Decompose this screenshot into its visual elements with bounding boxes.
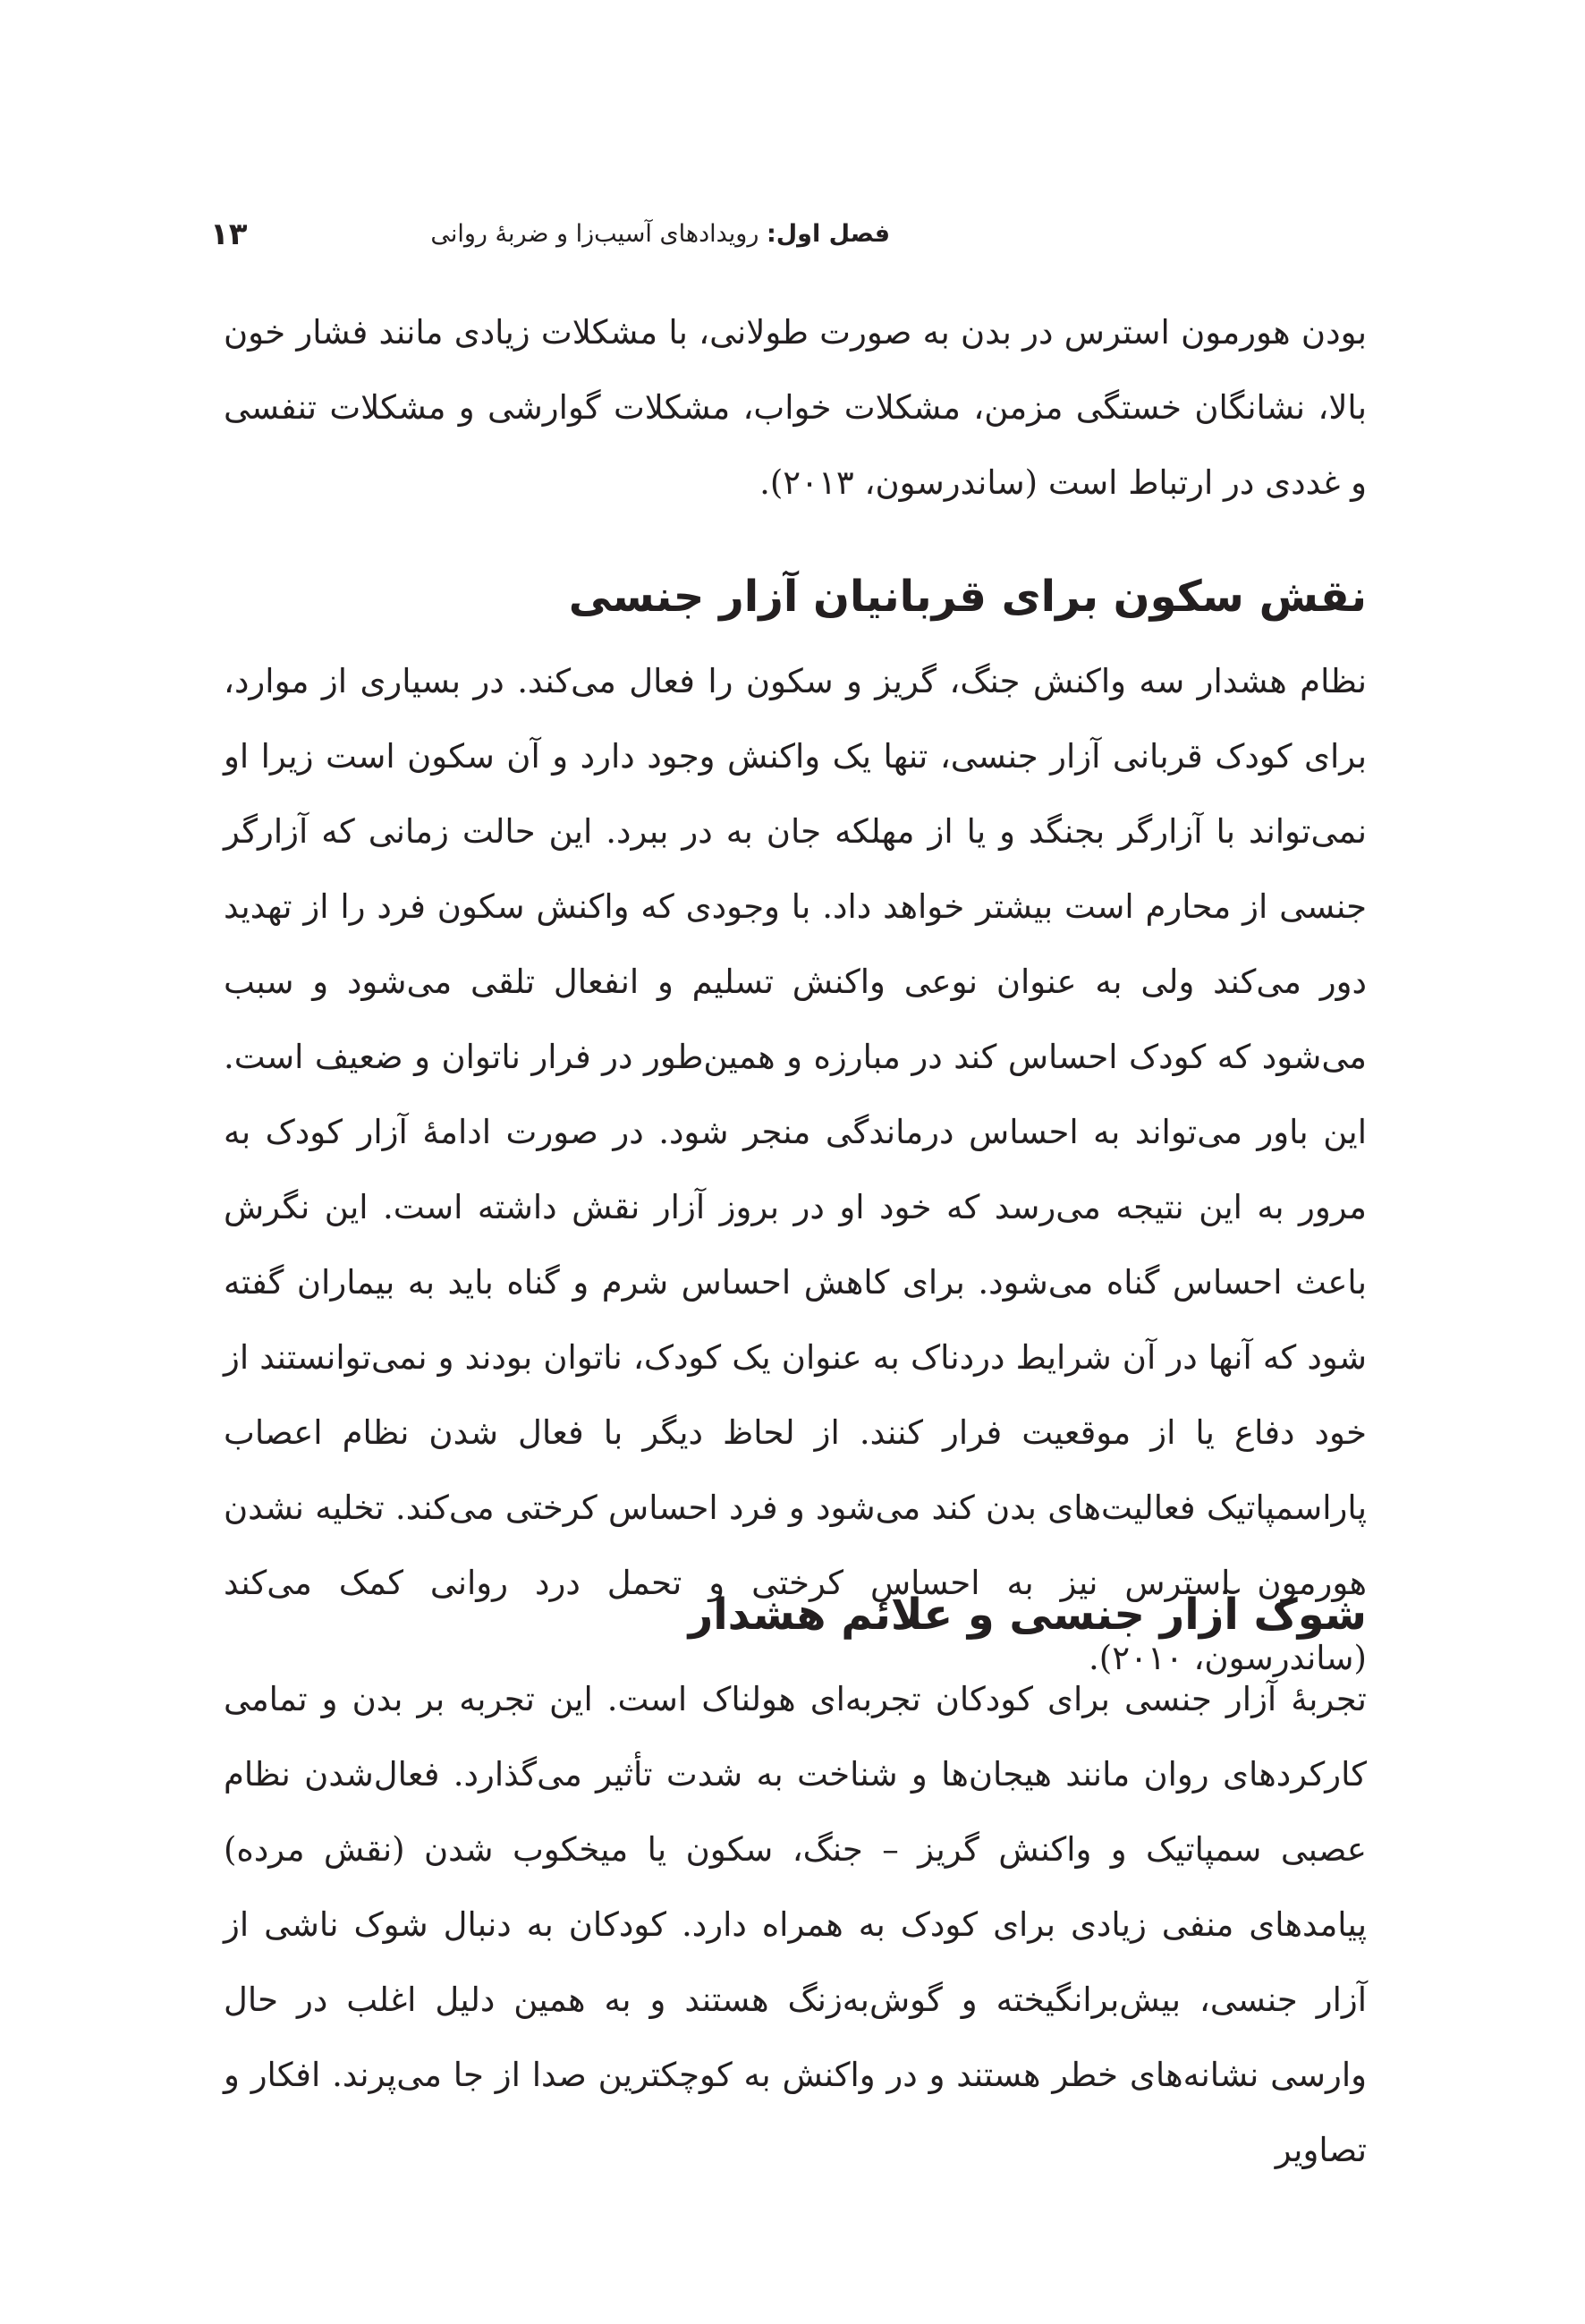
paragraph-2-block	[224, 1662, 1367, 2188]
intro-paragraph: بودن هورمون استرس در بدن به صورت طولانی، با مشکلات زیادی مانند فشار خون بالا، نشانگان خستگی مزمن، مشکلات خواب، مشکلات گوارشی و مشکلات تنفسی و غددی در ارتباط است (ساندرسون، ۲۰۱۳).	[224, 313, 1367, 502]
paragraph-1: نظام هشدار سه واکنش جنگ، گریز و سکون را فعال می‌کند. در بسیاری از موارد، برای کودک قربانی آزار جنسی، تنها یک واکنش وجود دارد و آن سکون است زیرا او نمی‌تواند با آزارگر بجنگد و یا از مهلکه جان به در ببرد. این حالت زمانی که آزارگر جنسی از محارم است بیشتر خواهد داد. با وجودی که واکنش سکون فرد را از تهدید دور می‌کند ولی به عنوان نوعی واکنش تسلیم و انفعال تلقی می‌شود و سبب می‌شود که کودک احساس کند در مبارزه و همین‌طور در فرار ناتوان و ضعیف است. این باور می‌تواند به احساس درماندگی منجر شود. در صورت ادامهٔ آزار کودک به مرور به این نتیجه می‌رسد که خود او در بروز آزار نقش داشته است. این نگرش باعث احساس گناه می‌شود. برای کاهش احساس شرم و گناه باید به بیماران گفته شود که آنها در آن شرایط دردناک به عنوان یک کودک، ناتوان بودند و نمی‌توانستند از خود دفاع یا از موقعیت فرار کنند. از لحاظ دیگر با فعال شدن نظام اعصاب پاراسمپاتیک فعالیت‌های بدن کند می‌شود و فرد احساس کرختی می‌کند. تخلیه نشدن هورمون استرس نیز به احساس کرختی و تحمل درد روانی کمک می‌کند (ساندرسون، ۲۰۱۰).	[224, 662, 1367, 1677]
chapter-label: فصل اول:	[766, 220, 890, 248]
intro-paragraph-block	[224, 295, 1367, 521]
section-heading-2-block	[224, 1579, 1367, 1650]
page-number: ۱۳	[210, 216, 248, 252]
section-heading-1-block	[224, 561, 1367, 632]
paragraph-1-block	[224, 644, 1367, 1696]
chapter-title: رویدادهای آسیب‌زا و ضربهٔ روانی	[430, 220, 767, 248]
running-head	[210, 208, 1373, 261]
chapter-header	[430, 208, 890, 261]
section-heading-2: شوک آزار جنسی و علائم هشدار	[688, 1590, 1367, 1640]
paragraph-2: تجربهٔ آزار جنسی برای کودکان تجربه‌ای هولناک است. این تجربه بر بدن و تمامی کارکردهای روان مانند هیجان‌ها و شناخت به شدت تأثیر می‌گذارد. فعال‌شدن نظام عصبی سمپاتیک و واکنش گریز – جنگ، سکون یا میخکوب شدن (نقش مرده) پیامدهای منفی زیادی برای کودک به همراه دارد. کودکان به دنبال شوک ناشی از آزار جنسی، بیش‌برانگیخته و گوش‌به‌زنگ هستند و به همین دلیل اغلب در حال وارسی نشانه‌های خطر هستند و در واکنش به کوچکترین صدا از جا می‌پرند. افکار و تصاویر	[224, 1680, 1367, 2169]
section-heading-1: نقش سکون برای قربانیان آزار جنسی	[568, 572, 1367, 622]
